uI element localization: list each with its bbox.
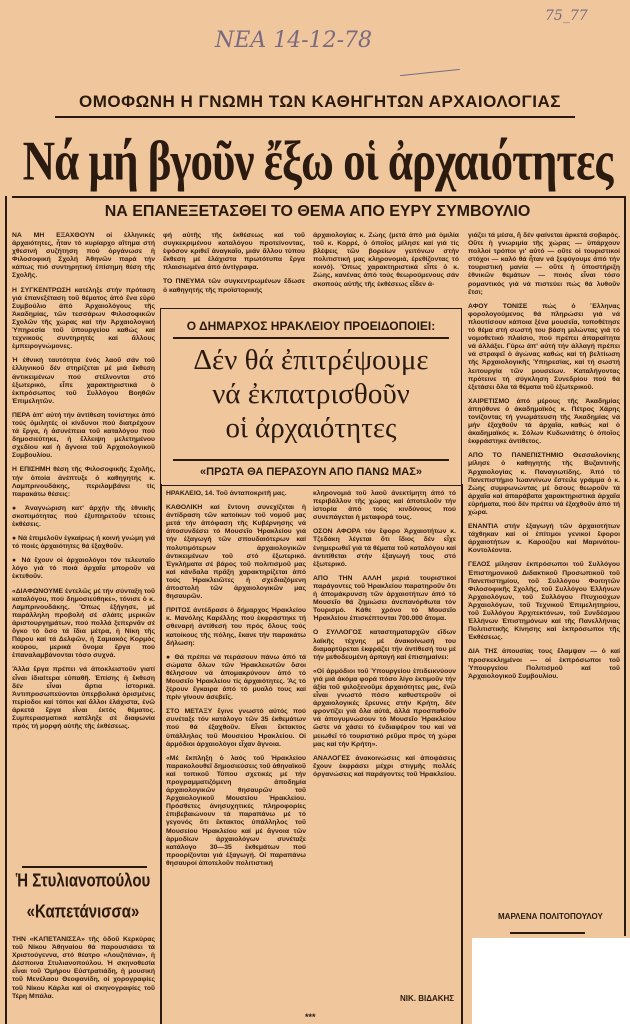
headline-line: οἱ ἀρχαιότητες [225,412,397,444]
paragraph: ΠΕΡΑ ἀπ' αὐτή τήν ἀντίθεση τονίστηκε ἀπό τούς ὁμιλητές οἱ κίνδυνοι πού διατρέχουν τά ἔργα, ἡ ἀσυνέπεια τοῦ καταλόγου πού δημοσιεύτηκε, ἡ ἔλλειψη μελετημένου σχεδίου καί ἡ ἄγνοια τοῦ Ἀρχαιολογικοῦ Συμβουλίου. [12,411,155,460]
paragraph: ΓΕΛΟΣ μίλησαν ἐκπρόσωποι τοῦ Συλλόγου Ἐπιστημονικοῦ Διδακτικοῦ Προσωπικοῦ τοῦ Πανεπιστημίου, τοῦ Συλλόγου Φοιτητῶν Φιλοσοφικῆς Σχολῆς, τοῦ Συλλόγου Ἑλλήνων Ἀρχαιολόγων, τοῦ Συλλόγου Πτυχιούχων Ἀρχαιολόγων, τοῦ Τεχνικοῦ Ἐπιμελητηρίου, τοῦ Συλλόγου Ἀρχιτεκτόνων, τοῦ Συνδέσμου Ἑλλήνων Ἐπιστημόνων καί τῆς Πανελλήνιας Πολιτιστικῆς Κίνησης καί ἐκπρόσωποι τῆς Ἐκθέσεως. [468,561,620,642]
paragraph: ΠΡΙΤΟΣ ἀντέδρασε ὁ δήμαρχος Ἡρακλείου κ. Μανόλης Καρέλλης πού ἐκφράστηκε τή σθεναρή ἀντίθεσή του πρός ὅλους τούς κατοίκους τῆς πόλης, ἔκανε τήν παρακάτω δήλωση: [166,607,306,647]
paragraph: ΟΣΟΝ ΑΦΟΡΑ τόν ἔφορο Ἀρχαιοτήτων κ. Τζεδάκη λέγεται ὅτι ἴδιος δέν εἶχε ἐνημερωθεῖ γιά τά θέματα τοῦ καταλόγου καί ἀντιτίθεται στήν ἐξαγωγή τους στό ἐξωτερικό. [313,528,456,568]
article-headline: Νά μή βγοῦν ἔξω οἱ ἀρχαιότητες [22,129,613,192]
headline-line: νά ἐκπατρισθοῦν [212,378,410,410]
paragraph: ΚΑΘΟΛΙΚΗ καί ἔντονη συνεχίζεται ἡ ἀντίδραση τῶν κατοίκων τοῦ νομοῦ μας μετά τήν ἀπόφαση τῆς Κυβέρνησης νά ἀποσυνδέσει τό Μουσεῖο Ἡρακλείου γιά τήν ἐξαγωγή τῶν σπουδαιότερων καί πολυτιμότερων ἀρχαιολογικῶν ἀντικειμένων τοῦ στό ἐξωτερικό. Ἐγκλήματα σέ βάρος τοῦ πολιτισμοῦ μας καί κάνδαλα πρᾶξη χαρακτηρίζεται ἀπό τούς Ἡρακλειῶτες ἡ σχεδιαζόμενη ἀποστολή τῶν ἀρχαιολογικῶν μας θησαυρῶν. [166,504,306,601]
article-column-2-top [163,232,305,302]
left-border [5,196,7,1024]
paragraph: Η ΕΠΙΣΗΜΗ θέση τῆς Φιλοσοφικῆς Σχολῆς, τήν ὁποία ἀνέπτυξε ὁ καθηγητής κ. Λαμπρινουδάκης, περιλαμβάνει τίς παρακάτω θέσεις: [12,466,155,498]
paragraph: ΑΝΑΛΟΓΕΣ ἀνακοινώσεις καί ἀποφάσεις ἔχουν ἐκφράσει μέχρι στιγμῆς πολλές ὀργανώσεις καί παράγοντες τοῦ Ἡρακλείου. [313,754,456,778]
title-line: «Καπετάνισσα» [26,902,140,923]
paragraph: ● Ἀναγνώριση κατ' ἀρχήν τῆς ἐθνικῆς σκοπιμότητας πού ἐξυπηρετοῦν τέτοιες ἐκθέσεις. [12,504,155,528]
article-column-3-top [313,232,459,302]
sidebar-headline [161,343,461,445]
handwritten-underline [400,69,460,76]
handwritten-file-number: 75_77 [545,8,588,24]
paragraph: Η ΣΥΓΚΕΝΤΡΩΣΗ κατέληξε στήν πρόταση γιά ἐπανεξέταση τοῦ θέματος ἀπό ἕνα εὐρύ Συμβούλιο ἀπό Ἀρχαιολόγους τῆς Ἀκαδημίας, τῶν τεσσάρων Φιλοσοφικῶν Σχολῶν τῆς χώρας καί τήν Ἀρχαιολογική Ὑπηρεσία τοῦ ὑπουργείου καθώς καί τεχνικούς συντηρητές καί ἄλλους ἐμπειρογνώμονες. [12,286,155,351]
theatre-item-body [12,936,155,1016]
theatre-item-title [8,866,158,928]
paragraph: ΝΑ ΜΗ ΕΞΑΧΘΟΥΝ οἱ ἑλληνικές ἀρχαιότητες, ἦταν τό κυρίαρχο αἴτημα στή χθεσινή συζήτηση πού ὀργάνωσε ἡ Φιλοσοφική Σχολή Ἀθηνῶν παρά τήν κάπως πιό συντηρητική ἐπίσημη θέση τῆς Σχολῆς. [12,232,155,280]
headline-line: Δέν θά ἐπιτρέψουμε [193,344,429,376]
sidebar-right-border [461,484,463,1024]
article-subheadline: ΝΑ ΕΠΑΝΕΞΕΤΑΣΘΕΙ ΤΟ ΘΕΜΑ ΑΠΟ ΕΥΡΥ ΣΥΜΒΟΥΛΙΟ [104,203,531,220]
paragraph: Ο ΣΥΛΛΟΓΟΣ καταστηματαρχῶν εἴδων λαϊκῆς τέχνης μέ ἀνακοίνωσή του διαμαρτύρεται ἐκφράζει τήν ἀντίθεσή του μέ τήν μεθοδευμένη ἀρπαγή καί ἐπισημαίνει: [313,629,456,661]
handwritten-source-date: ΝΕΑ 14-12-78 [215,28,373,53]
torn-blank-area [472,938,630,1024]
paragraph: ΕΝΑΝΤΙΑ στήν ἐξαγωγή τῶν ἀρχαιοτήτων τάχθηκαν καί οἱ ἐπίτιμοι γενικοί ἔφοροι ἀρχαιοτήτων κ. Καρούζου καί Μαρινάτου-Κοντολέοντα. [468,523,620,555]
sidebar-kicker-rule [173,337,449,339]
paragraph: Ἄλλα ἔργα πρέπει νά ἀποκλειστοῦν γιατί εἶναι ἰδιαίτερα εὐπαθῆ. Ἐπίσης ἡ ἔκθεση δέν εἶναι ἄρτια ἱστορικά. Ἀντιπροσωπεύονται ὑπερβολικά ὁρισμένες περίοδοι καί τόποι καί ἄλλοι ἐλάχιστα, ἐνῶ ἀρκετά ἔργα εἶναι ἐκτός θέματος. Συμπερασματικά κατέληξε σέ διαφωνία πρός τή μορφή αὐτῆς τῆς ἐκθέσεως. [12,666,155,731]
article-kicker: ΟΜΟΦΩΝΗ Η ΓΝΩΜΗ ΤΩΝ ΚΑΘΗΓΗΤΩΝ ΑΡΧΑΙΟΛΟΓΙΑΣ [79,92,561,111]
paragraph: ἀρχαιολογίας κ. Ζώης (μετά ἀπό μιά ὁμιλία τοῦ κ. Κορρέ, ὁ ὁποῖος μίλησε καί γιά τίς βλέψεις τῶν βορείων γειτόνων στήν πολιτιστική μας κληρονομιά, ἐρεθίζοντας τό κοινό). Ὅπως χαρακτηριστικά εἶπε ὁ κ. Ζώης, κανένας ἀπό τούς θεωρούμενους σάν σκοπούς αὐτῆς τῆς ἐκθέσεως εἶδεν ἀ- [313,232,459,288]
paragraph: ΑΠΟ ΤΗΝ ΑΛΛΗ μεριά τουριστικοί παράγοντες τοῦ Ἡρακλείου παρατηροῦν ὅτι ἡ ἀπομάκρυνση τῶν ἀρχαιοτήτων ἀπό τό Μουσεῖο θά ζημιώσει ἀνεπανόρθωτα τόν Τουρισμό. Κάθε χρόνο τό Μουσεῖο Ἡρακλείου ἐπισκέπτονται 700.000 ἄτομα. [313,574,456,623]
article-column-1 [12,232,155,860]
byline-nik-vidakis: ΝΙΚ. ΒΙΔΑΚΗΣ [400,994,455,1003]
sidebar-column-right [313,490,456,988]
paragraph: ● Θά πρέπει νά περάσουν πάνω ἀπό τά σώματα ὅλων τῶν Ἡρακλειωτῶν ὅσοι θέλησουν νά ἀπομακρύνουν ἀπό τό Μουσεῖο Ἡρακλείου τίς ἀρχαιότητες. Ἄς τό ξέρουν ἔγκαιρα ἀπό τό μυαλό τους καί πρίν γίνουν ἀσεβεῖς. [166,653,306,702]
paragraph: φή αὐτῆς τῆς ἐκθέσεως καί τοῦ συγκεκριμένου καταλόγου προτείνοντας, ἐφόσον κριθεῖ ἀναγκαῖο, μιάν ἄλλου τύπου ἔκθεση μέ ἐλάχιστα πρωτότυπα ἔργα πλαισιωμένα ἀπό ἀντίγραφα. [163,232,305,272]
paragraph: ΑΦΟΥ ΤΟΝΙΣΕ πώς ὁ Ἕλληνας φορολογούμενος θά πληρώσει γιά νά πλουτίσουν κάποια ξένα μουσεῖα, τοποθέτησε τό θέμα στή σωστή του βάση μιλώντας γιά τό νομοθετικό πλαίσιο, πού πρέπει ἀπαραίτητα νά ἀλλάξει. Γύρω ἀπ' αὐτή τήν ἀλλαγή πρέπει νά στραφεῖ ὁ ἀγώνας καθώς καί τή βελτίωση τῆς Ἀρχαιολογικῆς Ὑπηρεσίας, καί τή σωστή λειτουργία τῶν μουσείων. Καταλήγοντας πρότεινε τή σύγκληση Συνεδρίου πού θά ἐξετάσει ὅλα τά θέματα τοῦ ἐξωτερικοῦ. [468,302,620,391]
sidebar-kicker: Ο ΔΗΜΑΡΧΟΣ ΗΡΑΚΛΕΙΟΥ ΠΡΟΕΙΔΟΠΟΙΕΙ: [186,319,436,333]
paragraph: ΤΟ ΠΝΕΥΜΑ τῶν συγκεντρωμένων ἔδωσε ὁ καθηγητής τῆς προϊστορικής [163,278,305,294]
article-column-4 [468,232,620,904]
paragraph: «Οἱ ἁρμόδιοι τοῦ Ὑπουργείου ἐπιδεικνύουν γιά μιά ἀκόμα φορά πόσο λίγο ἐκτιμοῦν τήν ἀξία τοῦ φιλοξενοῦμε ἀρχαιότητες μας, ἐνῶ εἶναι γνωστό πόσο καθυστεροῦν οἱ ἀρχαιολογικές ἔρευνες στήν Κρήτη, δέν φροντίζει γιά ὅλα αὐτά, ἀλλά προσπαθοῦν νά ἀπογυμνώσουν τό Μουσεῖο Ἡρακλείου ὥστε νά χάσει τό ἐνδιαφέρον του καί νά μειωθεῖ τό τουριστικό ρεῦμα πρός τή χώρα μας καί τήν Κρήτη». [313,667,456,748]
sidebar-headline-box [160,308,462,486]
right-border [624,196,626,936]
byline-marlena-politopoulou: ΜΑΡΛΕΝΑ ΠΟΛΙΤΟΠΟΥΛΟΥ [498,912,603,921]
end-mark: *** [305,1012,316,1022]
kicker-underline [55,116,575,118]
paragraph: ● Νά ἔχουν οἱ ἀρχαιολόγοι τόν τελευταῖο λόγο γιά τό ποιά ἀρχαῖα μποροῦν νά ἐκτεθοῦν. [12,557,155,581]
sidebar-quote: «ΠΡΩΤΑ ΘΑ ΠΕΡΑΣΟΥΝ ΑΠΟ ΠΑΝΩ ΜΑΣ» [200,466,422,478]
end-rule [510,932,585,934]
sidebar-column-left [166,490,306,1000]
headline-rule [12,196,625,198]
sidebar-quote-rule [173,459,449,461]
paragraph: ΗΡΑΚΛΕΙΟ, 14. Τοῦ ἀνταποκριτῆ μας. [166,490,287,497]
paragraph: «Μέ ἔκπληξη ὁ λαός τοῦ Ἡρακλείου παρακολουθεῖ δημοσιεύσεις τοῦ ἀθηναϊκοῦ καί τοπικοῦ Τύπου σχετικές μέ τήν προγραμματιζόμενη ἀποδημία ἀρχαιολογικῶν θησαυρῶν τοῦ Ἀρχαιολογικοῦ Μουσείου Ἡρακλείου. Πρόσθετες ἀνησυχητικές πληροφορίες ἐπιβεβαιώνουν τά παραπάνω μέ τό γεγονός ὅτι ἔκτακτος ὑπάλληλος τοῦ Μουσείου Ἡρακλείου καί μέ ἄγνοια τῶν ἁρμοδίων ἀρχαιολόγων συνέταξε κατάλογο 30—35 ἐκθεμάτων πού προορίζονται γιά ἐξαγωγή. Οἱ παραπάνω θησαυροί ἀποτελοῦν πολιτιστική [166,754,306,867]
sidebar-left-border [160,484,162,1024]
paragraph: ΑΠΟ ΤΟ ΠΑΝΕΠΙΣΤΗΜΙΟ Θεσσαλονίκης μίλησε ὁ καθηγητής τῆς Βυζαντινῆς Ἀρχαιολογίας κ. Παναγιωτίδης. Ἀπό τό Πανεπιστήμιο Ἰωαννίνων ἔστειλε γράμμα ὁ κ. Ζώης συμφωνώντας μέ ὅσους θεωροῦν τά ἀρχαῖα καί ἀπαράβατα χαρακτηριστικά ἀρχαῖα εὑρήματα, πού δέν πρέπει νά ἐξαχθοῦν ἀπό τή χώρα. [468,452,620,516]
paragraph: ΧΑΙΡΕΤΙΣΜΟ ἀπό μέρους τῆς Ἀκαδημίας ἀπηύθυνε ὁ ἀκαδημαϊκός κ. Πέτρος Χάρης τονίζοντας τή γνωμάτευση τῆς Ἀκαδημίας νά μήν ἐξαχθοῦν τά ἀρχαῖα, καθώς καί ὁ ἀκαδημαϊκός κ. Σόλων Κυδωνιάτης ὁ ὁποῖος ἐκφράστηκε ἀντίθετος. [468,397,620,446]
paragraph: ΔΙΑ ΤΗΣ ἀπουσίας τους ἔλαμψαν — ὁ καί προσκεκλημένοι — οἱ ἐκπρόσωποι τοῦ Ὑπουργείου Πολιτισμοῦ καί τοῦ Ἀρχαιολογικοῦ Συμβουλίου. [468,648,620,680]
paragraph: «ΔΙΑΦΩΝΟΥΜΕ ἐντελῶς μέ τήν σύνταξη τοῦ καταλόγου, πού δημοσιεύθηκε», τόνισε ὁ κ. Λαμπρινουδάκης. Ὅπως ἐξήγησε, μέ παράλληλη προβολή σέ σλάιτς μερικῶν ἀριστουργημάτων, πού πολλά ξεπερνᾶν σέ ὄγκο τό ὅσο τά ἴδια μέτρα, ἡ Νίκη τῆς Πάρου καί τά Δελφῶν, ἡ Σαμιακός Κορμός κούρου, μερικά ὄνομα ἔργα πού ἐπαναλαμβάνονται τόσο συχνά. [12,587,155,660]
paragraph: ΣΤΟ ΜΕΤΑΞΥ ἔγινε γνωστό αὐτός πού συνέταξε τόν κατάλογο τῶν 35 ἐκθεμάτων πού θά ἐξαχθοῦν. Εἶναι ἔκτακτος ὑπάλληλος τοῦ Μουσείου Ἡρακλείου. Οἱ ἁρμόδιοι ἀρχαιολόγοι εἶχαν ἄγνοια. [166,708,306,748]
paragraph: ● Νά ἐπιμελοῦν ἐγκαίρως ἡ κοινή γνώμη γιά τό ποιές ἀρχαιότητες θά ἐξαχθοῦν. [12,535,155,551]
title-line: Ἡ Στυλιανοπούλου [15,870,151,892]
paragraph: κληρονομιά τοῦ λαοῦ ἀνεκτίμητη ἀπό τό περιβάλλον τῆς χώρας καί ἀποτελοῦν τήν ἱστορία ἀπό τούς κινδύνους πού συνεπάγεται ἡ μεταφορά τους. [313,490,456,522]
paragraph: Ἡ ἐθνική ταυτότητα ἑνός λαοῦ σάν τοῦ ἑλληνικοῦ δέν στηρίζεται μέ μιά ἔκθεση ἀντικειμένων πού στέλνονται στό ἐξωτερικό, εἶπε χαρακτηριστικά ὁ ἐκπρόσωπος τοῦ Συλλόγου Βοηθῶν Ἐπιμελητῶν. [12,357,155,405]
paragraph: ΤΗΝ «ΚΑΠΕΤΑΝΙΣΣΑ» τῆς ὁδοῦ Κερκύρας τοῦ Νίκου Ἀθηναίου θά παρουσιάσει τά Χριστούγεννα, στό θέατρο «Λουζιτάνια», ἡ Δέσποινα Στυλιανοπούλου. Ἡ σκηνοθεσία εἶναι τοῦ Ὁμήρου Εὐστρατιάδη, ἡ μουσική τοῦ Μενέλαου Θεοφανίδη, οἱ χορογραφίες τοῦ Νίκου Κάρλα καί οἱ σκηνογραφίες τοῦ Τέρη Μπάλα. [12,936,155,1000]
paragraph: γιάζει τά μέσα, ἤ δέν φαίνεται ἀρκετά σοβαρός. Οὔτε ἡ γνωριμία τῆς χώρας — ὑπάρχουν πολλοί τρόποι γι' αὐτό — οὔτε οἱ τουριστικοί στόχοι — καλό θά ἦταν νά ξεφύγουμε ἀπό τήν τουριστική μανία — οὔτε ἡ ὑποστήριξη ἐθνικῶν θεμάτων — ποιός εἶναι τόσο ρομαντικός γιά νά πιστεύει πώς θά λυθοῦν ἔτσι; [468,232,620,296]
